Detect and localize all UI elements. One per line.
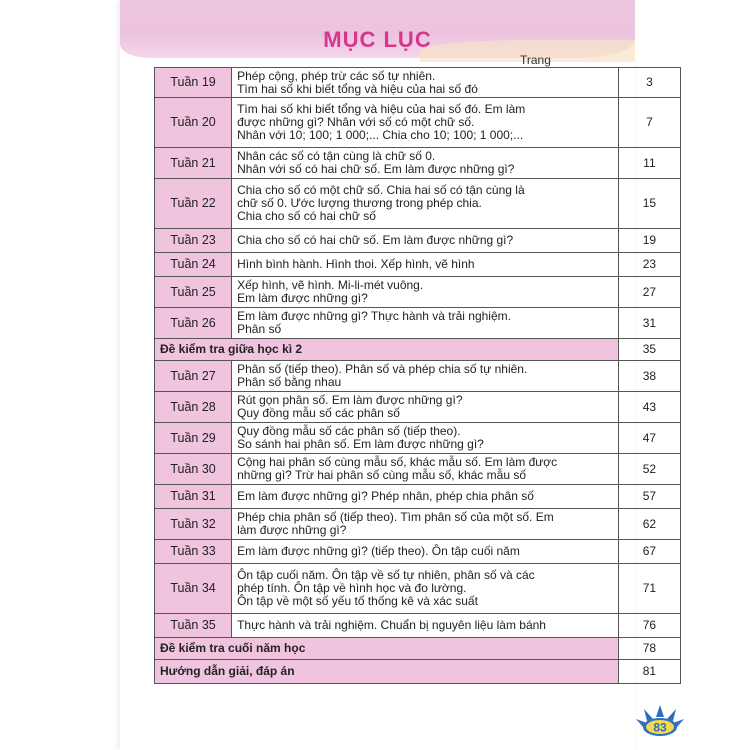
toc-week-label: Tuần 23 — [155, 229, 232, 253]
toc-page-number: 52 — [618, 454, 680, 485]
page-number-badge — [635, 703, 685, 737]
toc-description-line: Em làm được những gì? — [237, 291, 368, 305]
toc-page-number: 31 — [618, 308, 680, 339]
toc-description-line: Tìm hai số khi biết tổng và hiệu của hai số đó. Em làm — [237, 102, 526, 116]
toc-description-line: chữ số 0. Ước lượng thương trong phép chia. — [237, 196, 482, 210]
toc-row — [155, 253, 681, 277]
toc-page-number: 67 — [618, 540, 680, 564]
toc-week-label: Tuần 33 — [155, 540, 232, 564]
toc-week-label: Tuần 22 — [155, 179, 232, 229]
toc-week-label: Tuần 29 — [155, 423, 232, 454]
toc-week-label: Tuần 20 — [155, 98, 232, 148]
toc-description-line: những gì? Trừ hai phân số cùng mẫu số, khác mẫu số — [237, 468, 526, 482]
toc-row — [155, 540, 681, 564]
toc-description-line: Ôn tập cuối năm. Ôn tập về số tự nhiên, phân số và các — [237, 568, 535, 582]
toc-page-number: 11 — [618, 148, 680, 179]
toc-page-number: 81 — [618, 660, 680, 684]
toc-description — [232, 253, 619, 277]
toc-description — [232, 229, 619, 253]
toc-row — [155, 638, 681, 660]
toc-week-label: Tuần 27 — [155, 361, 232, 392]
toc-description-line: Em làm được những gì? Thực hành và trải nghiệm. — [237, 309, 511, 323]
toc-page-number: 7 — [618, 98, 680, 148]
toc-description-line: Chia cho số có một chữ số. Chia hai số có tận cùng là — [237, 183, 525, 197]
toc-description — [232, 179, 619, 229]
toc-description — [232, 509, 619, 540]
toc-page-number: 15 — [618, 179, 680, 229]
toc-description-line: Nhân các số có tận cùng là chữ số 0. — [237, 149, 436, 163]
toc-description-line: Rút gọn phân số. Em làm được những gì? — [237, 393, 463, 407]
toc-description-line: Nhân với 10; 100; 1 000;... Chia cho 10; 100; 1 000;... — [237, 128, 524, 142]
toc-description — [232, 564, 619, 614]
page-title: MỤC LỤC — [323, 27, 432, 52]
toc-description — [232, 68, 619, 98]
toc-page-number: 35 — [618, 339, 680, 361]
toc-description-line: Phép chia phân số (tiếp theo). Tìm phân số của một số. Em — [237, 510, 554, 524]
toc-description-line: được những gì? Nhân với số có một chữ số. — [237, 115, 475, 129]
toc-row — [155, 179, 681, 229]
toc-description — [232, 423, 619, 454]
toc-description-line: Phép cộng, phép trừ các số tự nhiên. — [237, 68, 436, 83]
toc-description-line: Cộng hai phân số cùng mẫu số, khác mẫu số. Em làm được — [237, 455, 558, 469]
toc-description-line: Quy đồng mẫu số các phân số — [237, 406, 400, 420]
toc-description-line: Em làm được những gì? (tiếp theo). Ôn tập cuối năm — [237, 544, 520, 558]
toc-description-line: Nhân với số có hai chữ số. Em làm được những gì? — [237, 162, 515, 176]
toc-description — [232, 454, 619, 485]
toc-week-label: Tuần 19 — [155, 68, 232, 98]
toc-description — [232, 277, 619, 308]
toc-week-label: Tuần 25 — [155, 277, 232, 308]
toc-description — [232, 614, 619, 638]
toc-week-label: Tuần 34 — [155, 564, 232, 614]
toc-week-label: Tuần 35 — [155, 614, 232, 638]
toc-description-line: Phân số bằng nhau — [237, 375, 342, 389]
toc-page-number: 23 — [618, 253, 680, 277]
toc-page-number: 3 — [618, 68, 680, 98]
toc-week-label: Tuần 26 — [155, 308, 232, 339]
toc-page-number: 19 — [618, 229, 680, 253]
toc-page-number: 27 — [618, 277, 680, 308]
toc-section-title: Đề kiểm tra cuối năm học — [155, 638, 619, 660]
toc-description-line: làm được những gì? — [237, 523, 347, 537]
toc-page-number: 76 — [618, 614, 680, 638]
toc-description-line: Ôn tập về một số yếu tố thống kê và xác suất — [237, 594, 478, 608]
page-column-header: Trang — [520, 53, 551, 67]
toc-row — [155, 98, 681, 148]
toc-page-number: 62 — [618, 509, 680, 540]
toc-row — [155, 509, 681, 540]
toc-week-label: Tuần 21 — [155, 148, 232, 179]
toc-description-line: Em làm được những gì? Phép nhân, phép chia phân số — [237, 489, 534, 503]
toc-section-title: Hướng dẫn giải, đáp án — [155, 660, 619, 684]
page-number: 83 — [653, 720, 667, 735]
toc-description — [232, 98, 619, 148]
toc-description — [232, 148, 619, 179]
toc-row — [155, 277, 681, 308]
toc-page-number: 57 — [618, 485, 680, 509]
toc-week-label: Tuần 32 — [155, 509, 232, 540]
toc-week-label: Tuần 28 — [155, 392, 232, 423]
toc-description — [232, 308, 619, 339]
toc-description-line: Xếp hình, vẽ hình. Mi-li-mét vuông. — [237, 278, 424, 292]
toc-row — [155, 454, 681, 485]
toc-row — [155, 423, 681, 454]
toc-week-label: Tuần 31 — [155, 485, 232, 509]
toc-description-line: Chia cho số có hai chữ số — [237, 209, 376, 223]
toc-row — [155, 229, 681, 253]
toc-description — [232, 361, 619, 392]
toc-row — [155, 68, 681, 98]
toc-row — [155, 564, 681, 614]
toc-description-line: Thực hành và trải nghiệm. Chuẩn bị nguyên liệu làm bánh — [237, 618, 546, 632]
toc-page-number: 47 — [618, 423, 680, 454]
toc-row — [155, 660, 681, 684]
toc-row — [155, 392, 681, 423]
toc-description — [232, 392, 619, 423]
toc-section-title: Đề kiểm tra giữa học kì 2 — [155, 339, 619, 361]
toc-page-number: 38 — [618, 361, 680, 392]
toc-description-line: Hình bình hành. Hình thoi. Xếp hình, vẽ hình — [237, 257, 475, 271]
toc-row — [155, 339, 681, 361]
toc-description — [232, 485, 619, 509]
toc-description-line: phép tính. Ôn tập về hình học và đo lường. — [237, 581, 467, 595]
toc-page-number: 43 — [618, 392, 680, 423]
book-page — [120, 0, 667, 750]
toc-week-label: Tuần 30 — [155, 454, 232, 485]
toc-row — [155, 361, 681, 392]
toc-row — [155, 148, 681, 179]
toc-description-line: Chia cho số có hai chữ số. Em làm được những gì? — [237, 233, 514, 247]
toc-page-number: 71 — [618, 564, 680, 614]
toc-description-line: Phân số — [237, 322, 282, 336]
toc-description-line: Quy đồng mẫu số các phân số (tiếp theo). — [237, 424, 461, 438]
toc-row — [155, 614, 681, 638]
toc-description-line: Phân số (tiếp theo). Phân số và phép chia số tự nhiên. — [237, 362, 528, 376]
toc-row — [155, 308, 681, 339]
toc-week-label: Tuần 24 — [155, 253, 232, 277]
toc-description-line: Tìm hai số khi biết tổng và hiệu của hai số đó — [237, 81, 478, 96]
toc-table — [154, 67, 681, 684]
toc-page-number: 78 — [618, 638, 680, 660]
toc-description-line: So sánh hai phân số. Em làm được những gì? — [237, 437, 484, 451]
toc-row — [155, 485, 681, 509]
toc-description — [232, 540, 619, 564]
